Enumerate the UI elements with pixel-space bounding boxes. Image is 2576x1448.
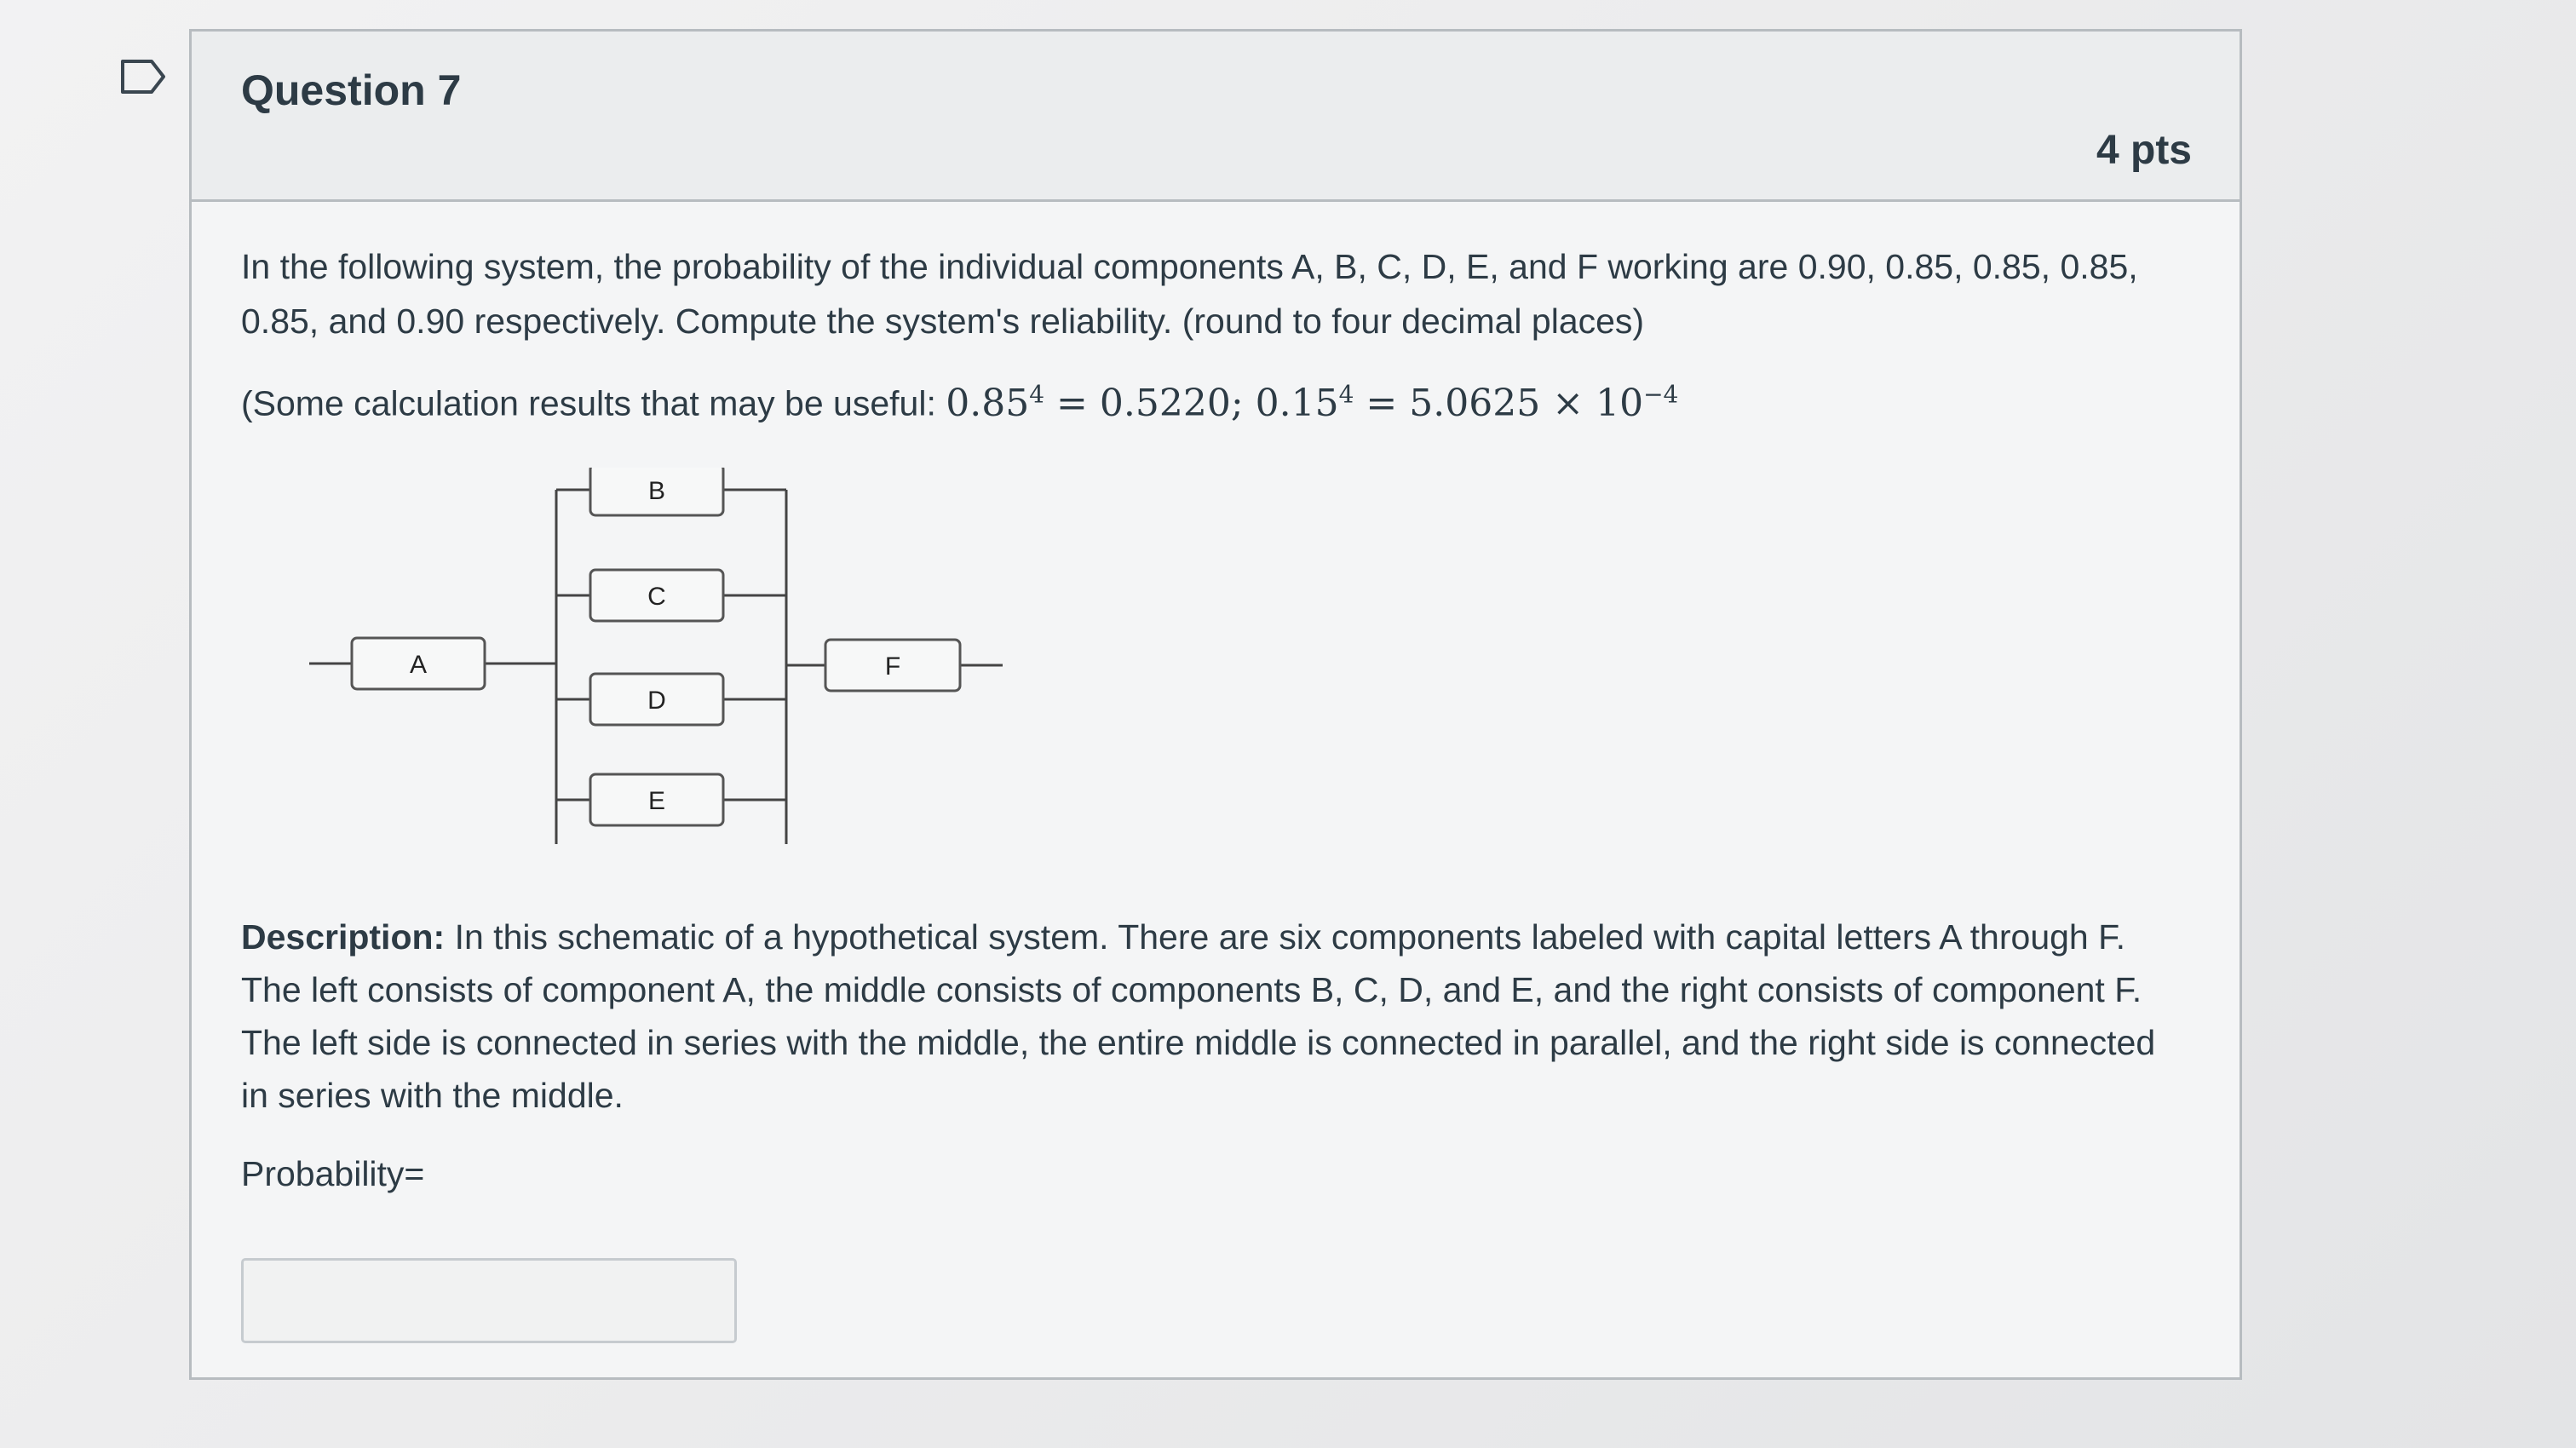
schematic-description [241, 911, 2192, 1122]
question-card [189, 29, 2242, 1380]
question-body [241, 212, 2192, 1193]
hint-prefix: (Some calculation results that may be useful: [241, 383, 946, 423]
hint-math-1 [946, 382, 1678, 425]
system-schematic [309, 468, 1042, 876]
probability-answer-input[interactable] [241, 1258, 737, 1343]
description-text: In this schematic of a hypothetical system. There are six components labeled with capital letters A through F. The left consists of component A, the middle consists of components B, C, D, and E, and the right consists of component F. The left side is connected in series with the middle, the entire middle is connected in parallel, and the right side is connected in series with the middle. [241, 917, 2156, 1115]
component-e-label: E [647, 787, 666, 815]
math-2-power: −4 [1643, 380, 1679, 408]
math-1-exponent: 4 [1029, 380, 1045, 408]
calculation-hint [241, 367, 2192, 431]
math-2-base: 0.15 [1255, 381, 1339, 425]
question-prompt: In the following system, the probability of the individual components A, B, C, D, E, and F working are 0.90, 0.85, 0.85, 0.85, 0.85, and 0.90 respectively. Compute the system's reliability. (round to four decimal places) [241, 247, 2138, 341]
math-2-exponent: 4 [1338, 380, 1354, 408]
component-d-label: D [647, 687, 666, 715]
points-value: 4 pts [2096, 128, 2192, 173]
bookmark-icon[interactable] [119, 58, 167, 95]
component-b-label: B [647, 477, 666, 505]
component-c-label: C [647, 583, 666, 611]
math-1-result: = 0.5220; [1044, 381, 1256, 425]
component-f-label: F [884, 652, 901, 681]
description-label: Description: [241, 917, 446, 957]
math-2-result: = 5.0625 × 10 [1354, 381, 1644, 425]
math-1-base: 0.85 [946, 381, 1030, 425]
question-header [192, 32, 2240, 202]
component-a-label: A [409, 651, 428, 679]
answer-label: Probability= [241, 1154, 425, 1193]
question-title: Question 7 [241, 66, 462, 114]
